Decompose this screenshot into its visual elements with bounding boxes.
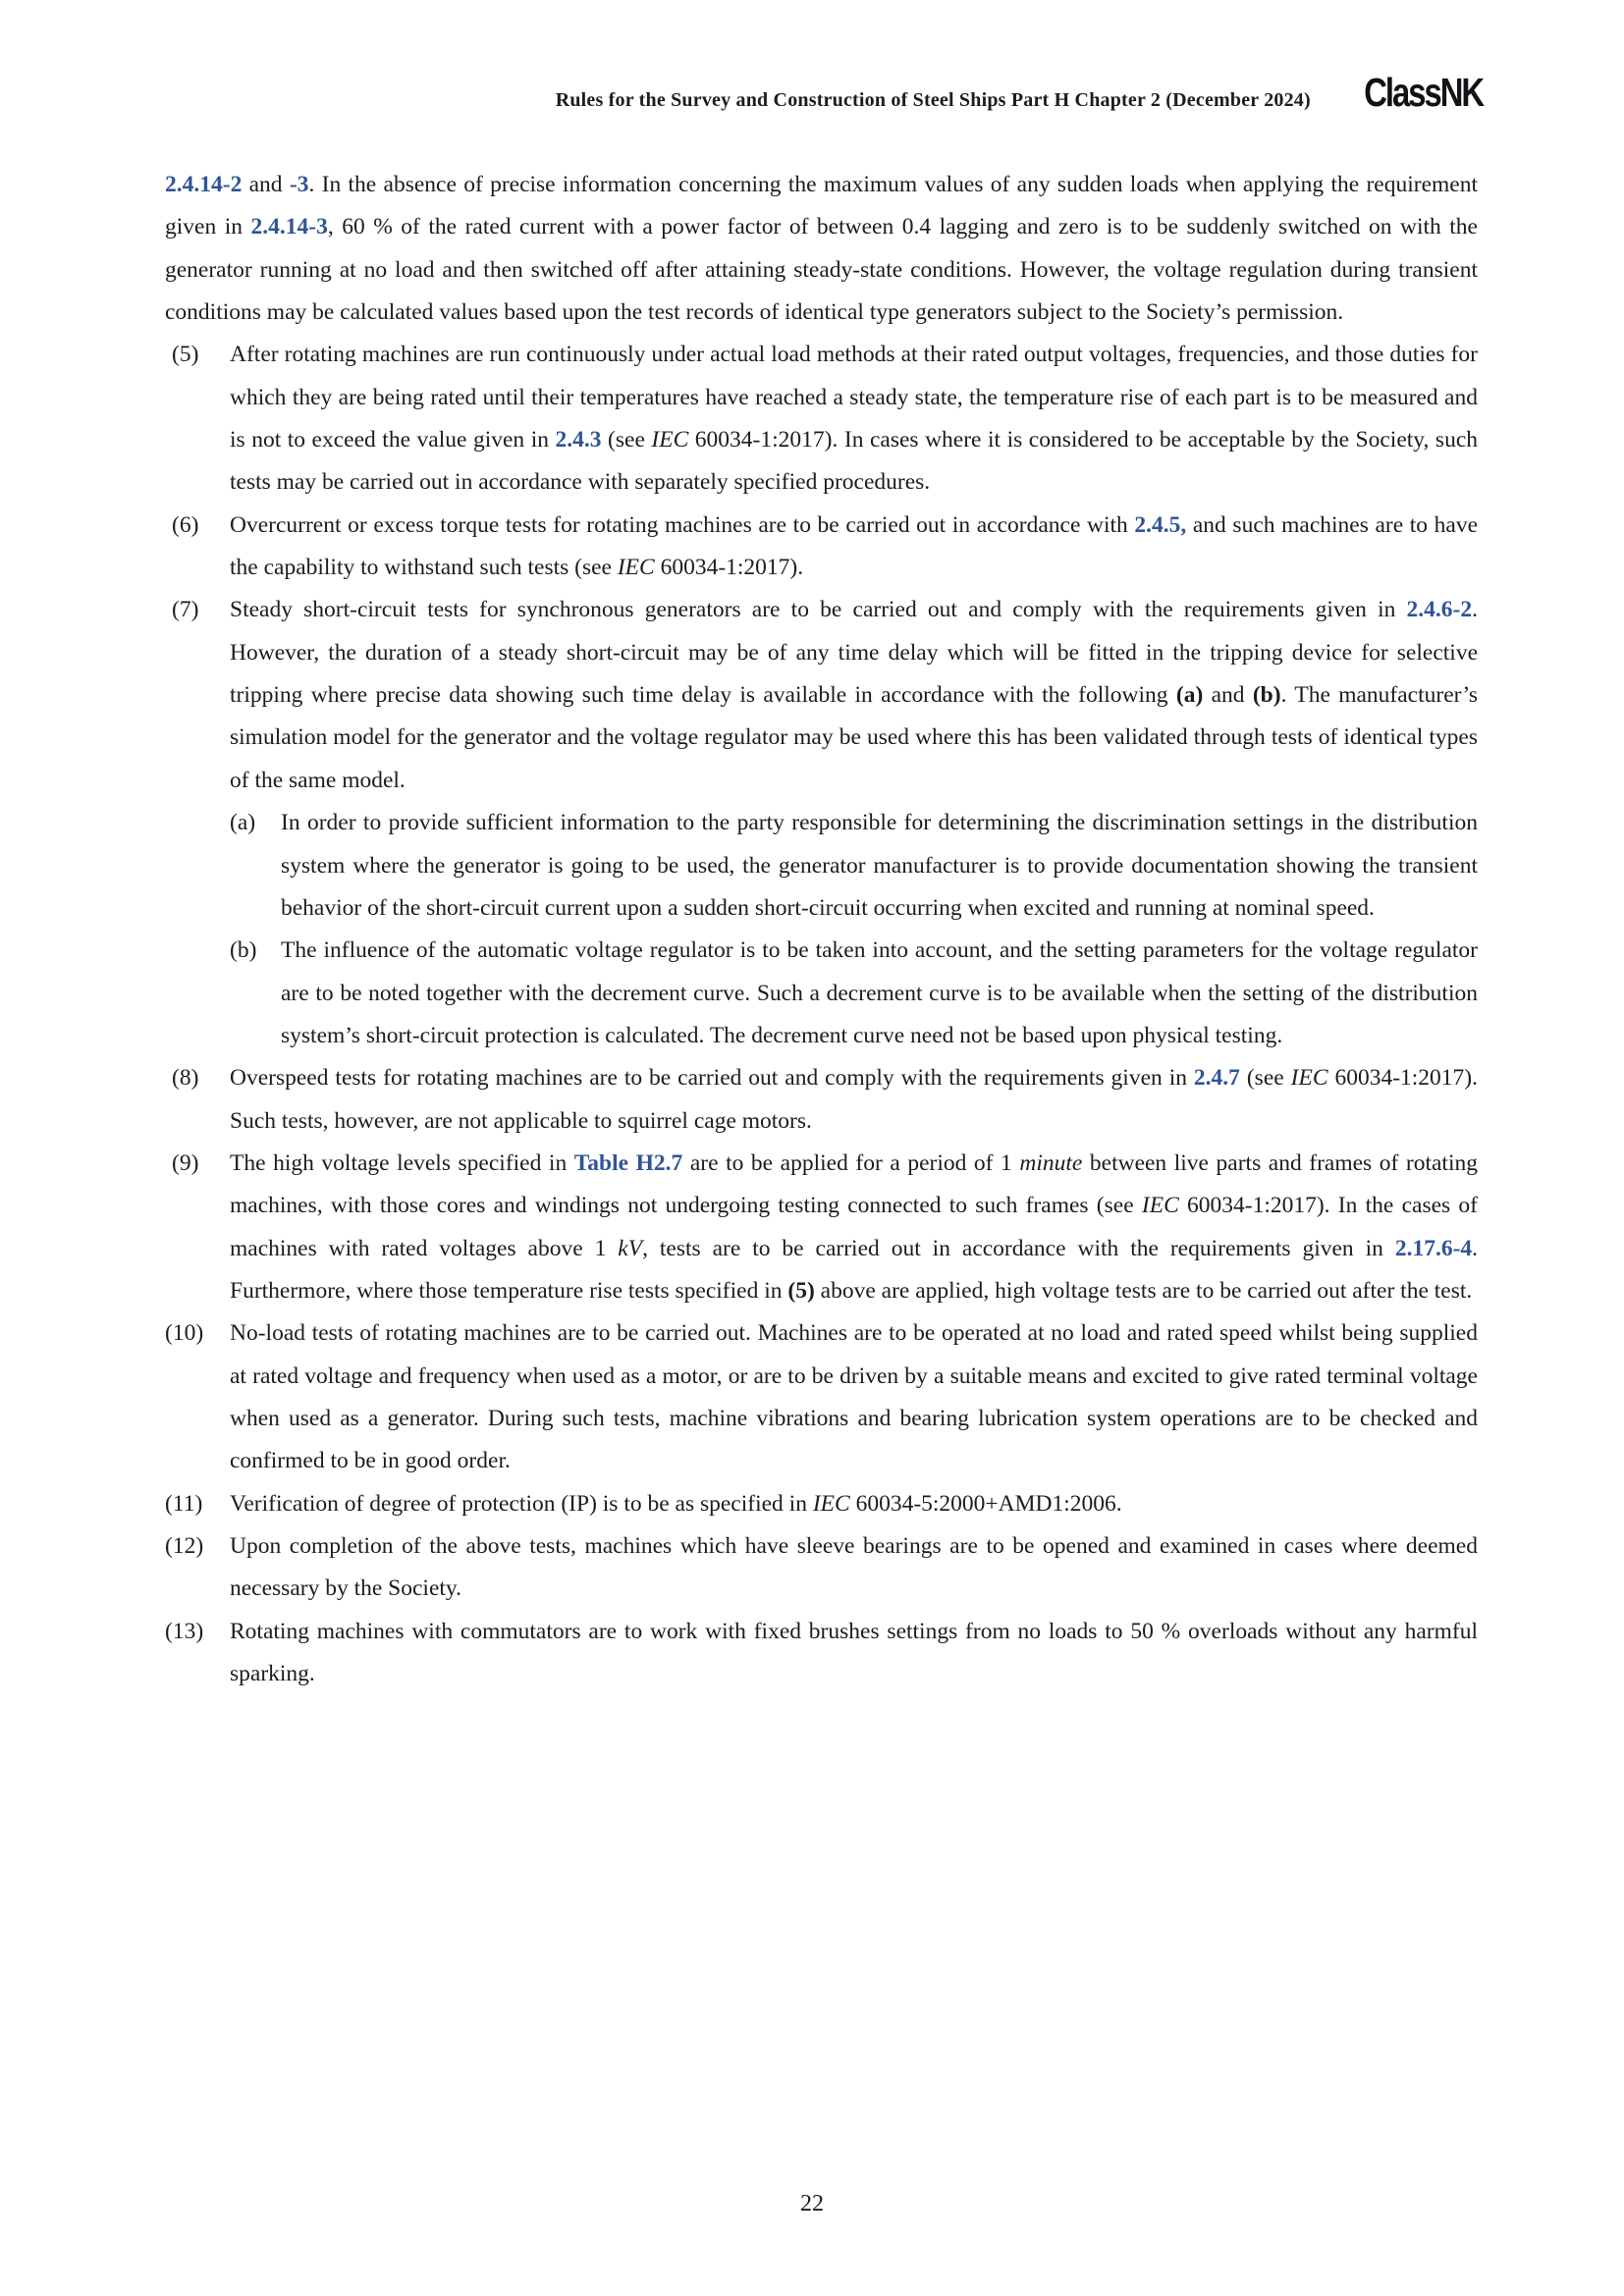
bold-run-a: (a): [1175, 682, 1204, 709]
sub-item-a: [230, 802, 1478, 930]
paragraph-text: [230, 1611, 1478, 1696]
paragraph-text: [230, 1312, 1478, 1482]
text-run: Verification of degree of protection (IP) is to be as specified in: [230, 1490, 813, 1517]
header-title: Rules for the Survey and Construction of Steel Ships Part H Chapter 2 (December 2024): [555, 89, 1311, 111]
paragraph-text: [230, 1143, 1478, 1312]
italic-run-minute: minute: [1019, 1149, 1083, 1176]
text-run: , 60 % of the rated current with a power factor of between 0.4 lagging and zero is to be suddenly switched on with the generator running at no load and then switched off after attaining steady-state conditions. However, the voltage regulation during transient conditions may be calculated values based upon the test records of identical type generators subject to the Society’s permission.: [165, 214, 1478, 326]
bold-run-b: (b): [1252, 682, 1281, 709]
list-item-7: [165, 589, 1478, 802]
ref-link-3[interactable]: -3: [289, 172, 309, 197]
text-run: In order to provide sufficient information to the party responsible for determining the discrimination settings in the distribution system where the generator is going to be used, the generator manufacturer is to provide documentation showing the transient behavior of the short-circuit current upon a sudden short-circuit occurring when excited and running at nominal speed.: [281, 810, 1478, 921]
text-run: (see: [601, 427, 652, 454]
item-body: [230, 1611, 1478, 1696]
paragraph-text: [230, 1483, 1478, 1525]
italic-run-kv: kV: [618, 1235, 643, 1261]
ref-link-table-h2-7[interactable]: Table H2.7: [573, 1149, 683, 1176]
item-body: [230, 1483, 1478, 1525]
text-run: 60034-1:2017). In the cases of machines with rated voltages above 1: [230, 1193, 1479, 1261]
item-marker-8: (8): [172, 1065, 199, 1092]
item-marker-7: (7): [172, 597, 199, 623]
paragraph-text: [230, 589, 1478, 802]
document-body: [165, 164, 1478, 1695]
paragraph-text: [281, 802, 1478, 930]
text-run: Overcurrent or excess torque tests for rotating machines are to be carried out in accordance with: [230, 511, 1135, 538]
list-item-8: [165, 1057, 1478, 1143]
page-header: [165, 70, 1483, 115]
text-run: , tests are to be carried out in accordance with the requirements given in: [642, 1235, 1395, 1261]
paragraph-text: [230, 1057, 1478, 1143]
text-run: Rotating machines with commutators are to work with fixed brushes settings from no loads to 50 % overloads without any harmful sparking.: [230, 1618, 1478, 1687]
ref-link-2-4-14-3[interactable]: 2.4.14-3: [250, 214, 328, 240]
text-run: and: [1203, 682, 1253, 709]
ref-link-2-4-6-2[interactable]: 2.4.6-2: [1406, 597, 1473, 623]
list-item-5: [165, 334, 1478, 504]
sub-item-b: [230, 930, 1478, 1057]
ref-link-2-4-7[interactable]: 2.4.7: [1193, 1065, 1240, 1092]
ref-link-2-4-3[interactable]: 2.4.3: [555, 427, 602, 454]
ref-link-2-17-6-4[interactable]: 2.17.6-4: [1394, 1235, 1473, 1261]
item-body: [230, 1525, 1478, 1611]
item-body: [230, 589, 1478, 802]
text-run: are to be applied for a period of 1: [682, 1149, 1020, 1176]
item-body: [230, 1312, 1478, 1482]
iec-standard-run: IEC: [1290, 1065, 1328, 1092]
item-marker-5: (5): [172, 342, 199, 368]
text-run: 60034-1:2017). In cases where it is considered to be acceptable by the Society, such tests may be carried out in accordance with separately specified procedures.: [230, 427, 1478, 496]
text-run: and such machines are to have the capability to withstand such tests (see: [230, 511, 1479, 581]
classnk-logo: ClassNK: [1364, 70, 1483, 115]
text-run: 60034-1:2017). Such tests, however, are not applicable to squirrel cage motors.: [230, 1065, 1478, 1134]
list-item-11: [165, 1483, 1478, 1525]
sub-item-marker-a: (a): [230, 810, 256, 836]
list-item-10: [165, 1312, 1478, 1482]
list-item-6: [165, 505, 1478, 590]
item-marker-9: (9): [172, 1149, 199, 1176]
ref-link-2-4-14-2[interactable]: 2.4.14-2: [165, 172, 243, 197]
item-body: [281, 802, 1478, 930]
item-marker-11: (11): [165, 1490, 203, 1517]
paragraph-text: [230, 334, 1478, 504]
list-item-12: [165, 1525, 1478, 1611]
text-run: Steady short-circuit tests for synchronous generators are to be carried out and comply with the requirements given in: [230, 597, 1407, 623]
item-body: [230, 334, 1478, 504]
text-run: . However, the duration of a steady short-circuit may be of any time delay which will be fitted in the tripping device for selective tripping where precise data showing such time delay is available in accordance with the following: [230, 597, 1478, 709]
paragraph-text: [281, 930, 1478, 1057]
iec-standard-run: IEC: [812, 1490, 850, 1517]
item-marker-6: (6): [172, 511, 199, 538]
item-marker-13: (13): [165, 1618, 204, 1644]
paragraph-text: [230, 1525, 1478, 1611]
bold-run-5: (5): [787, 1277, 815, 1304]
text-run: Overspeed tests for rotating machines are to be carried out and comply with the requirements given in: [230, 1065, 1194, 1092]
text-run: No-load tests of rotating machines are to be carried out. Machines are to be operated at no load and rated speed whilst being supplied at rated voltage and frequency when used as a motor, or are to be driven by a suitable means and excited to give rated terminal voltage when used as a generator. During such tests, machine vibrations and bearing lubrication system operations are to be checked and confirmed to be in good order.: [230, 1320, 1478, 1474]
text-run: . In the absence of precise information concerning the maximum values of any sudden loads when applying the requirement given in: [165, 172, 1478, 240]
item-marker-12: (12): [165, 1533, 204, 1559]
text-run: 60034-5:2000+AMD1:2006.: [849, 1490, 1122, 1517]
item-marker-10: (10): [165, 1320, 204, 1347]
text-run: . Furthermore, where those temperature rise tests specified in: [230, 1235, 1479, 1304]
list-item-13: [165, 1611, 1478, 1696]
item-body: [230, 505, 1478, 590]
paragraph-text: [230, 505, 1478, 590]
ref-link-2-4-5[interactable]: 2.4.5,: [1134, 511, 1187, 538]
text-run: . The manufacturer’s simulation model for the generator and the voltage regulator may be used where this has been validated through tests of identical types of the same model.: [230, 682, 1478, 793]
text-run: 60034-1:2017).: [654, 555, 804, 581]
text-run: After rotating machines are run continuously under actual load methods at their rated output voltages, frequencies, and those duties for which they are being rated until their temperatures have reached a steady state, the temperature rise of each part is to be measured and is not to exceed the value given in: [230, 342, 1478, 454]
text-run: and: [242, 172, 290, 197]
iec-standard-run: IEC: [617, 555, 655, 581]
item-body: [230, 1143, 1478, 1312]
text-run: between live parts and frames of rotating machines, with those cores and windings not undergoing testing connected to such frames (see: [230, 1149, 1478, 1219]
item-body: [281, 930, 1478, 1057]
iec-standard-run: IEC: [651, 427, 689, 454]
sub-item-marker-b: (b): [230, 937, 257, 964]
text-run: The influence of the automatic voltage regulator is to be taken into account, and the setting parameters for the voltage regulator are to be noted together with the decrement curve. Such a decrement curve is to be available when the setting of the distribution system’s short-circuit protection is calculated. The decrement curve need not be based upon physical testing.: [281, 937, 1478, 1048]
paragraph-continuation: [165, 164, 1478, 334]
page-number: 22: [800, 2191, 824, 2216]
item-body: [230, 1057, 1478, 1143]
list-item-9: [165, 1143, 1478, 1312]
text-run: The high voltage levels specified in: [230, 1149, 574, 1176]
text-run: Upon completion of the above tests, machines which have sleeve bearings are to be opened and examined in cases where deemed necessary by the Society.: [230, 1533, 1478, 1602]
text-run: above are applied, high voltage tests are to be carried out after the test.: [814, 1277, 1473, 1304]
iec-standard-run: IEC: [1141, 1193, 1179, 1219]
text-run: (see: [1239, 1065, 1291, 1092]
page-footer: [0, 2191, 1624, 2217]
